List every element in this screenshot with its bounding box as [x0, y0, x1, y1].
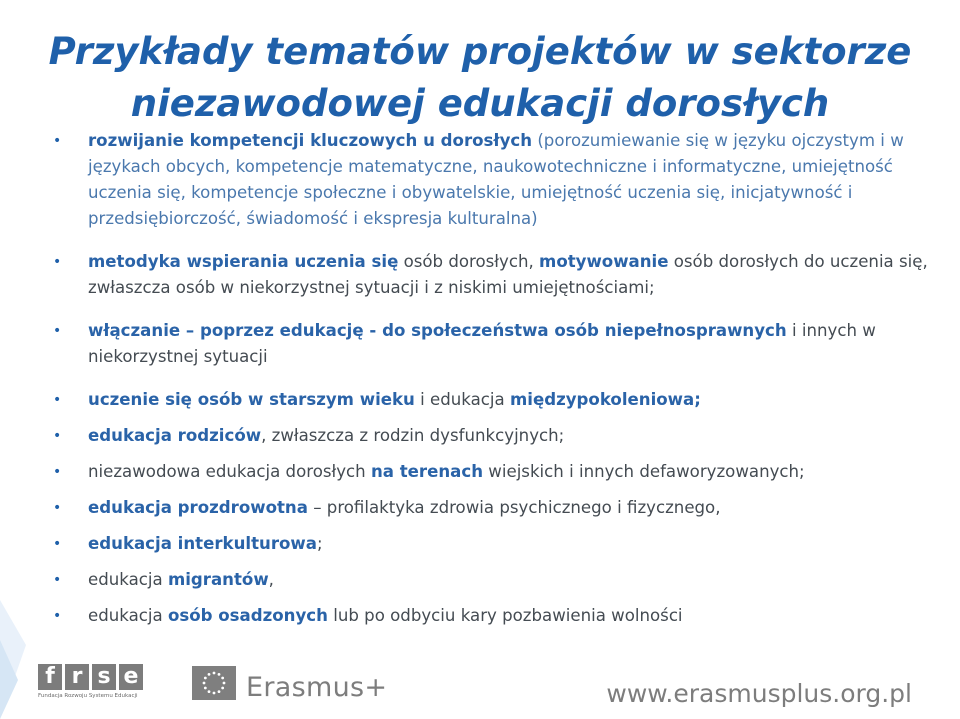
list-item [52, 459, 952, 485]
erasmus-logo-text: Erasmus+ [246, 672, 388, 703]
item-bold: uczenie się osób w starszym wieku [88, 390, 415, 409]
flag-star [218, 673, 221, 676]
footer [0, 650, 960, 719]
list-item [52, 249, 952, 301]
list-item [52, 387, 952, 413]
list-item [52, 423, 952, 449]
topic-list [52, 128, 952, 629]
list-item [52, 567, 952, 593]
frse-logo-letters [38, 664, 148, 690]
title-line-2: niezawodowej edukacji dorosłych [130, 82, 830, 125]
frse-caption: Fundacja Rozwoju Systemu Edukacji [38, 693, 138, 699]
frse-letter: s [92, 664, 116, 690]
item-text: ; [316, 534, 323, 553]
item-bold: włączanie – poprzez edukację - do społeczeństwa osób niepełnosprawnych [88, 321, 787, 340]
item-text: (porozumiewanie się w języku ojczystym i w językach obcych, kompetencje matematyczne, naukowotechniczne i informatyczne, umiejętność uczenia się, kompetencje społeczne i obywatelskie, umiejętność uczenia się, inicjatywność i przedsiębiorczość, świadomość i ekspresja kulturalna) [88, 131, 904, 228]
item-text: osób dorosłych do uczenia się, zwłaszcza osób w niekorzystnej sytuacji i z niskimi umiejętnościami; [88, 252, 928, 297]
item-text: – profilaktyka zdrowia psychicznego i fizycznego, [307, 498, 721, 517]
list-item [52, 531, 952, 557]
frse-letter: r [65, 664, 89, 690]
flag-star [221, 687, 224, 690]
frse-letter: f [38, 664, 62, 690]
frse-letter: e [119, 664, 143, 690]
flag-star [208, 673, 211, 676]
item-bold: międzypokoleniowa; [509, 390, 701, 409]
item-text: edukacja [88, 606, 168, 625]
item-text: edukacja [88, 570, 168, 589]
item-bold: migrantów [167, 570, 269, 589]
item-bold: edukacja rodziców [88, 426, 262, 445]
flag-star [204, 687, 207, 690]
item-bold: osób osadzonych [167, 606, 328, 625]
flag-star [213, 692, 216, 695]
slide-title [0, 26, 960, 130]
flag-star [208, 690, 211, 693]
list-item [52, 128, 952, 232]
title-line-1: Przykłady tematów projektów w sektorze [48, 30, 912, 73]
item-text: wiejskich i innych defaworyzowanych; [483, 462, 805, 481]
website-url[interactable]: www.erasmusplus.org.pl [606, 679, 912, 708]
item-text: i innych w niekorzystnej sytuacji [88, 321, 876, 366]
item-bold: edukacja prozdrowotna [88, 498, 308, 517]
item-text: i edukacja [414, 390, 510, 409]
flag-star [204, 677, 207, 680]
item-bold: edukacja interkulturowa [88, 534, 317, 553]
eu-flag-icon [192, 666, 236, 700]
item-bold: metodyka wspierania uczenia się [88, 252, 399, 271]
flag-star [203, 682, 206, 685]
item-text: , [268, 570, 274, 589]
item-text: niezawodowa edukacja dorosłych [88, 462, 371, 481]
item-text: , zwłaszcza z rodzin dysfunkcyjnych; [261, 426, 565, 445]
list-item [52, 495, 952, 521]
flag-star [221, 677, 224, 680]
flag-star [218, 690, 221, 693]
list-item [52, 603, 952, 629]
item-bold: motywowanie [539, 252, 669, 271]
flag-star [213, 672, 216, 675]
item-bold: rozwijanie kompetencji kluczowych u dorosłych [88, 131, 533, 150]
item-text: lub po odbyciu kary pozbawienia wolności [327, 606, 683, 625]
flag-star [223, 682, 226, 685]
item-bold: na terenach [370, 462, 484, 481]
item-text: osób dorosłych, [398, 252, 540, 271]
frse-logo [38, 664, 148, 716]
list-item [52, 318, 952, 370]
